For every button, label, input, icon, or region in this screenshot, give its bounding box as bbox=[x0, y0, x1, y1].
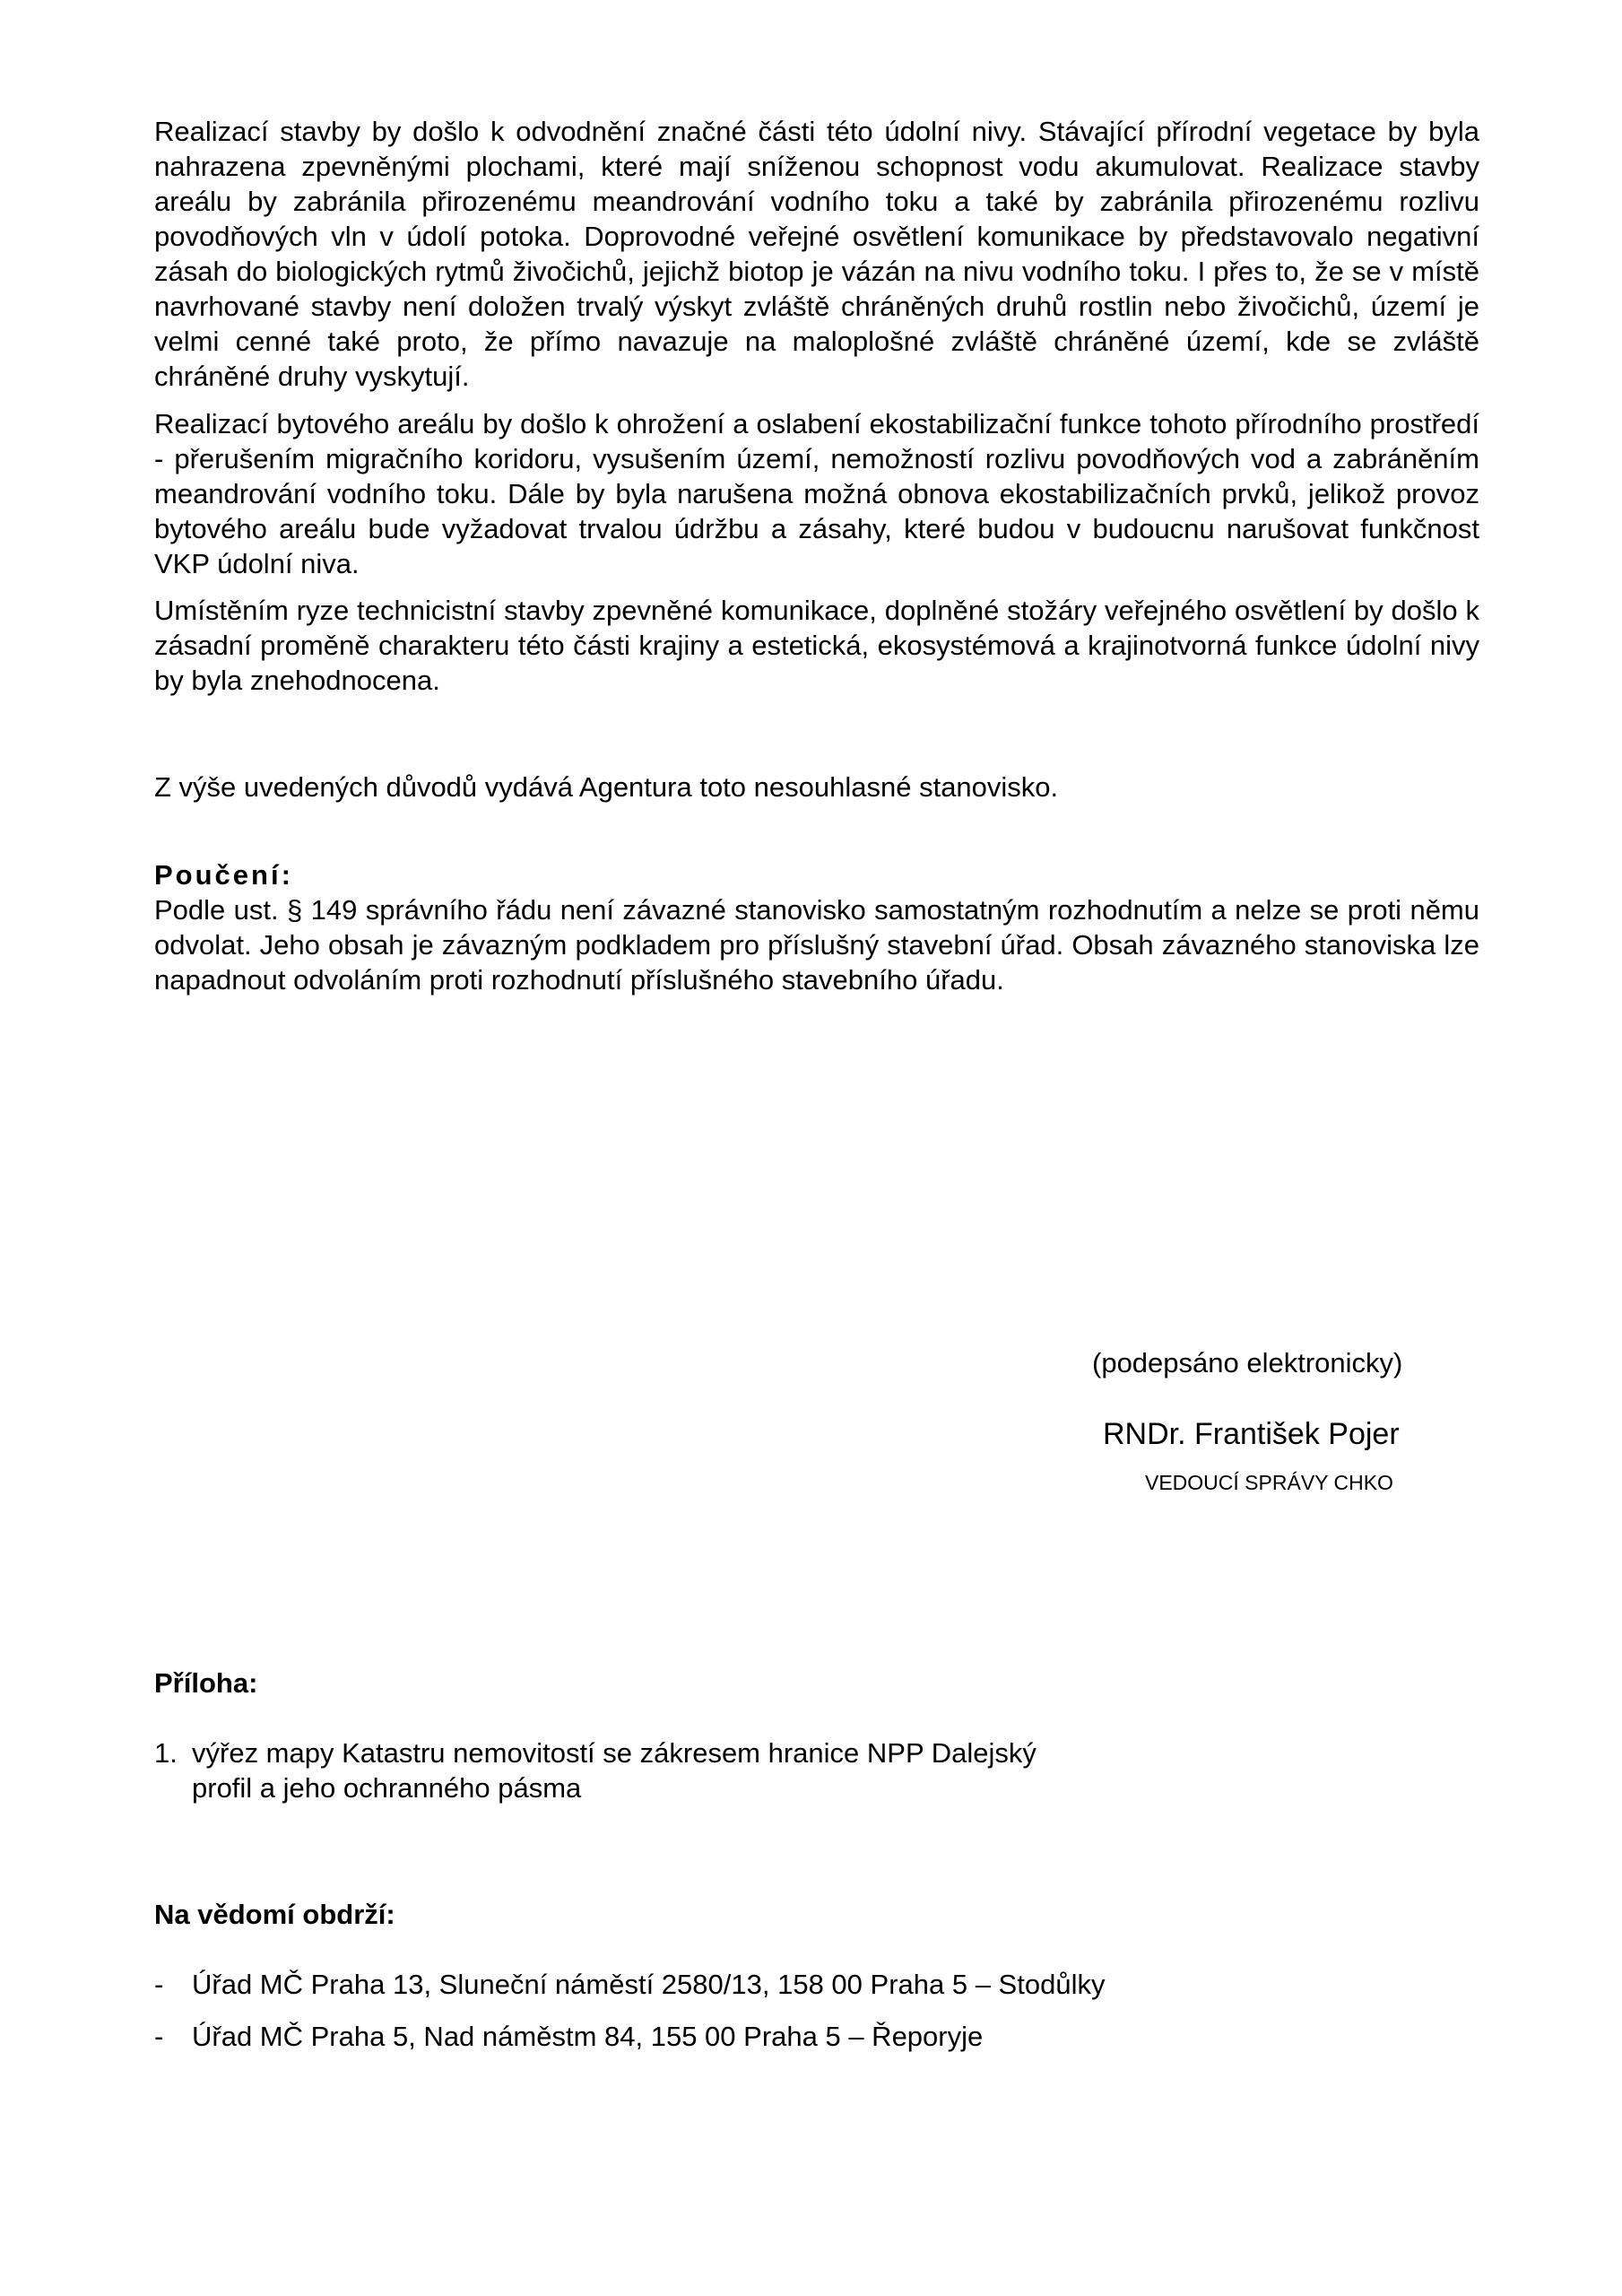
recipient-bullet: - bbox=[154, 1969, 164, 2000]
recipients-list bbox=[154, 1967, 1105, 2071]
body-paragraph-2: Realizací bytového areálu by došlo k ohrožení a oslabení ekostabilizační funkce tohoto přírodního prostředí - přerušením migračního koridoru, vysušením území, nemožností rozlivu povodňových vod a zabráněním meandrování vodního toku. Dále by byla narušena možná obnova ekostabilizačních prvků, jelikož provoz bytového areálu bude vyžadovat trvalou údržbu a zásahy, které budou v budoucnu narušovat funkčnost VKP údolní niva. bbox=[154, 408, 1479, 579]
recipient-bullet: - bbox=[154, 2021, 164, 2052]
attachment-text: výřez mapy Katastru nemovitostí se zákresem hranice NPP Dalejský profil a jeho ochranného pásma bbox=[192, 1737, 1037, 1804]
recipient-item bbox=[154, 2019, 1105, 2054]
body-paragraph-3: Umístěním ryze technicistní stavby zpevněné komunikace, doplněné stožáry veřejného osvětlení by došlo k zásadní proměně charakteru této části krajiny a estetická, ekosystémová a krajinotvorná funkce údolní nivy by byla znehodnocena. bbox=[154, 595, 1479, 696]
attachment-item bbox=[154, 1735, 1479, 1805]
signatory-name: RNDr. František Pojer bbox=[1103, 1417, 1400, 1451]
instruction-text: Podle ust. § 149 správního řádu není závazné stanovisko samostatným rozhodnutím a nelze se proti němu odvolat. Jeho obsah je závazným podkladem pro příslušný stavební úřad. Obsah závazného stanoviska lze napadnout odvoláním proti rozhodnutí příslušného stavebního úřadu. bbox=[154, 894, 1479, 996]
instruction-heading: Poučení: bbox=[154, 859, 293, 891]
recipients-heading: Na vědomí obdrží: bbox=[154, 1899, 395, 1930]
signature-note: (podepsáno elektronicky) bbox=[1092, 1347, 1403, 1378]
recipient-text: Úřad MČ Praha 13, Sluneční náměstí 2580/13, 158 00 Praha 5 – Stodůlky bbox=[192, 1969, 1106, 2000]
recipient-text: Úřad MČ Praha 5, Nad náměstm 84, 155 00 Praha 5 – Řeporyje bbox=[192, 2021, 984, 2052]
attachments-list bbox=[154, 1735, 1479, 1805]
conclusion-text: Z výše uvedených důvodů vydává Agentura toto nesouhlasné stanovisko. bbox=[154, 771, 1059, 803]
signatory-role: VEDOUCÍ SPRÁVY CHKO bbox=[1145, 1471, 1393, 1494]
attachments-heading: Příloha: bbox=[154, 1667, 258, 1699]
attachment-number: 1. bbox=[154, 1737, 178, 1769]
body-paragraph-1: Realizací stavby by došlo k odvodnění značné části této údolní nivy. Stávající přírodní vegetace by byla nahrazena zpevněnými plochami, které mají sníženou schopnost vodu akumulovat. Realizace stavby areálu by zabránila přirozenému meandrování vodního toku a také by zabránila přirozenému rozlivu povodňových vln v údolí potoka. Doprovodné veřejné osvětlení komunikace by představovalo negativní zásah do biologických rytmů živočichů, jejichž biotop je vázán na nivu vodního toku. I přes to, že se v místě navrhované stavby není doložen trvalý výskyt zvláště chráněných druhů rostlin nebo živočichů, území je velmi cenné také proto, že přímo navazuje na maloplošné zvláště chráněné území, kde se zvláště chráněné druhy vyskytují. bbox=[154, 116, 1479, 392]
recipient-item bbox=[154, 1967, 1105, 2002]
